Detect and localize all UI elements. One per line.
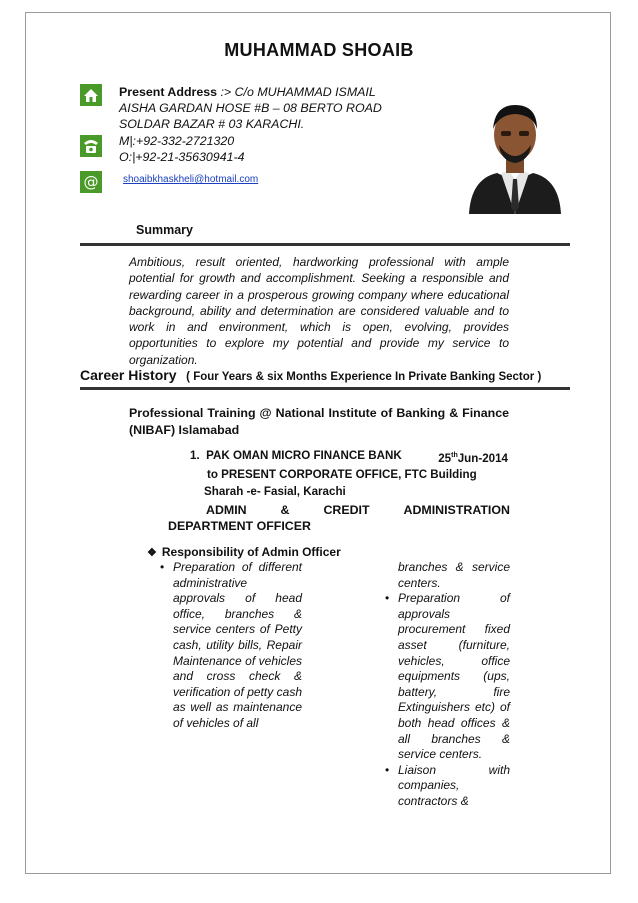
- address-recipient: :> C/o MUHAMMAD ISMAIL: [220, 85, 376, 99]
- job-row-1: [190, 448, 508, 467]
- responsibility-column-left: [160, 560, 302, 732]
- dept-word-3: CREDIT: [323, 503, 370, 517]
- diamond-bullet-icon: ❖: [147, 547, 157, 559]
- bullet-icon: •: [160, 560, 165, 574]
- home-icon: [80, 84, 102, 106]
- mobile-number: M|:+92-332-2721320: [119, 133, 235, 148]
- list-item-continuation: branches & service centers.: [398, 560, 510, 590]
- list-item: [160, 560, 302, 732]
- summary-divider: [80, 243, 570, 246]
- job-location-2: Sharah -e- Fasial, Karachi: [204, 484, 346, 498]
- summary-heading: Summary: [136, 223, 193, 237]
- responsibility-heading-text: Responsibility of Admin Officer: [161, 545, 341, 559]
- list-item: [385, 762, 510, 810]
- address-line-1: [119, 84, 382, 100]
- department-title: [168, 503, 510, 534]
- list-item-text: Liaison with companies, contractors &: [398, 762, 510, 808]
- address-label: Present Address: [119, 85, 218, 99]
- bullet-icon: •: [385, 591, 390, 606]
- department-row-2: DEPARTMENT OFFICER: [168, 518, 311, 533]
- profile-photo: [463, 87, 567, 214]
- career-subtitle: ( Four Years & six Months Experience In Private Banking Sector ): [186, 371, 542, 383]
- contact-block: [119, 84, 382, 165]
- address-line-2: AISHA GARDAN HOSE #B – 08 BERTO ROAD: [119, 101, 382, 116]
- list-item-text: Preparation of approvals procurement fixed asset (furniture, vehicles, office equipments (ups, battery, fire Extinguishers etc) of both head offices & all branches & service centers.: [398, 591, 510, 762]
- bullet-icon: •: [385, 762, 390, 777]
- job-location-1: to PRESENT CORPORATE OFFICE, FTC Building: [207, 468, 477, 482]
- department-row-1: [168, 503, 510, 519]
- list-item-text: Preparation of different administrative approvals of head office, branches & service centers of Petty cash, utility bills, Repair Maintenance of vehicles and cross check & verification of petty cash as well as maintenance of vehicles of all: [173, 560, 302, 730]
- office-number: O:|+92-21-35630941-4: [119, 149, 245, 164]
- career-divider: [80, 387, 570, 390]
- job-start-date: [438, 448, 508, 467]
- job-number: 1.: [190, 449, 200, 462]
- email-link[interactable]: shoaibkhaskheli@hotmail.com: [123, 174, 259, 185]
- responsibility-heading: [147, 545, 341, 559]
- job-entry: [190, 448, 508, 500]
- address-line-3: SOLDAR BAZAR # 03 KARACHI.: [119, 117, 305, 132]
- career-history-heading: [80, 367, 541, 383]
- svg-text:@: @: [83, 173, 99, 191]
- dept-word-4: ADMINISTRATION: [403, 503, 510, 517]
- career-title: Career History: [80, 367, 177, 383]
- job-company: PAK OMAN MICRO FINANCE BANK: [206, 449, 402, 462]
- professional-training: Professional Training @ National Institute of Banking & Finance (NIBAF) Islamabad: [129, 406, 509, 437]
- list-item: [385, 591, 510, 763]
- dept-word-1: ADMIN: [206, 503, 247, 517]
- responsibility-column-right: [385, 560, 510, 810]
- job-company-line: [190, 448, 402, 467]
- summary-text: Ambitious, result oriented, hardworking professional with ample potential for growth and accomplishment. Seeking a responsible and rewarding career in a prosperous growing company where educational background, ability and determination are considered valuable and to work in and environment, which is open, evolving, provides opportunities to explore my potential and provide my service to organization.: [129, 255, 509, 367]
- phone-icon: [80, 135, 102, 157]
- job-date-rest: Jun-2014: [457, 451, 508, 465]
- job-date-suffix: th: [451, 452, 458, 459]
- at-icon: [80, 171, 102, 193]
- candidate-name: MUHAMMAD SHOAIB: [224, 40, 414, 60]
- job-date-day: 25: [438, 451, 452, 465]
- dept-word-2: &: [280, 503, 290, 517]
